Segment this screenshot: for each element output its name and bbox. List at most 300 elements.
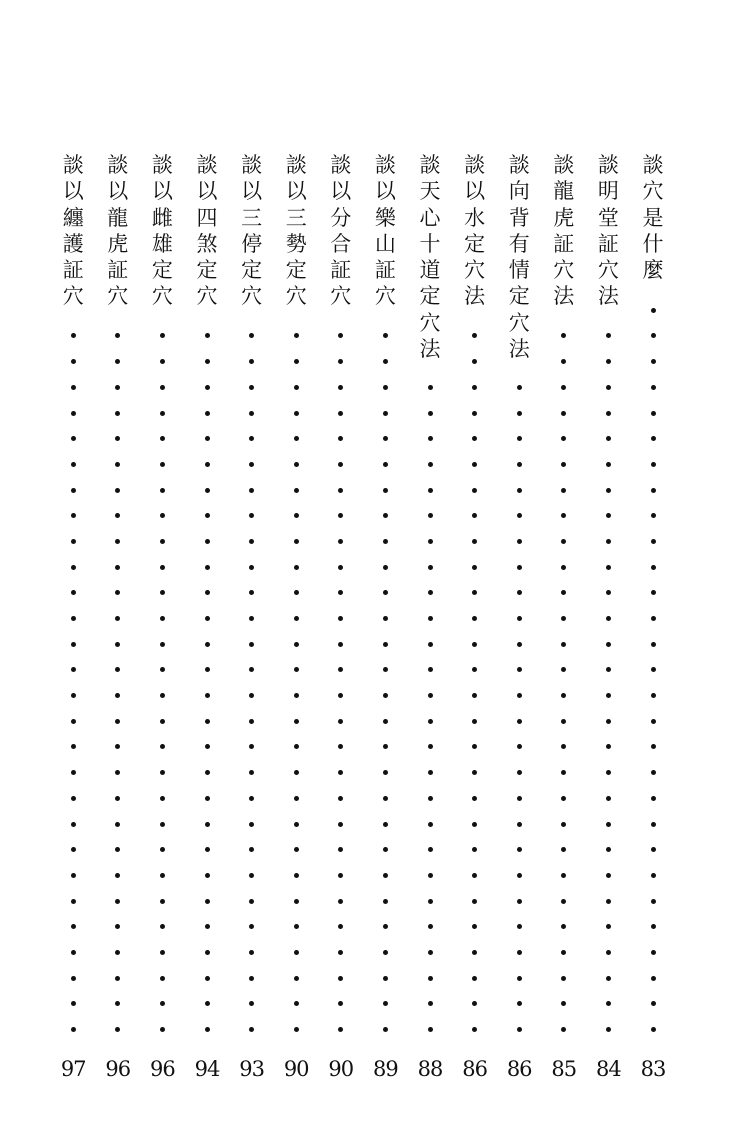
leader-dot [383, 667, 388, 672]
leader-dot [71, 385, 76, 390]
leader-dot [517, 462, 522, 467]
leader-dot [383, 513, 388, 518]
leader-dot [472, 899, 477, 904]
leader-dot [606, 462, 611, 467]
leader-dot [517, 411, 522, 416]
title-glyph: 法 [597, 284, 619, 309]
leader-dot [517, 513, 522, 518]
leader-dot [205, 539, 210, 544]
leader-dot [294, 411, 299, 416]
dot-leader [365, 312, 405, 1032]
leader-dot [338, 667, 343, 672]
leader-dot [338, 333, 343, 338]
leader-dot [651, 1027, 656, 1032]
leader-dot [338, 924, 343, 929]
leader-dot [115, 873, 120, 878]
leader-dot [561, 436, 566, 441]
leader-dot [71, 770, 76, 775]
leader-dot [428, 770, 433, 775]
leader-dot [205, 1027, 210, 1032]
leader-dot [115, 513, 120, 518]
leader-dot [472, 488, 477, 493]
title-glyph: 穴 [62, 284, 84, 309]
leader-dot [249, 899, 254, 904]
leader-dot [606, 719, 611, 724]
leader-dot [651, 359, 656, 364]
leader-dot [338, 616, 343, 621]
leader-dot [651, 462, 656, 467]
leader-dot [472, 333, 477, 338]
leader-dot [205, 873, 210, 878]
leader-dot [294, 1001, 299, 1006]
leader-dot [383, 488, 388, 493]
title-glyph: 証 [374, 258, 396, 283]
toc-entry[interactable] [232, 152, 272, 1082]
title-glyph: 雄 [151, 231, 173, 256]
leader-dot [517, 667, 522, 672]
title-glyph: 定 [151, 258, 173, 283]
leader-dot [338, 1027, 343, 1032]
leader-dot [383, 642, 388, 647]
leader-dot [249, 847, 254, 852]
leader-dot [160, 873, 165, 878]
leader-dot [428, 385, 433, 390]
leader-dot [383, 565, 388, 570]
title-glyph: 雌 [151, 205, 173, 230]
leader-dot [383, 1027, 388, 1032]
leader-dot [606, 770, 611, 775]
title-glyph: 以 [285, 179, 307, 204]
leader-dot [294, 513, 299, 518]
leader-dot [115, 976, 120, 981]
leader-dot [115, 667, 120, 672]
leader-dot [160, 590, 165, 595]
toc-entry[interactable] [187, 152, 227, 1082]
title-glyph: 穴 [196, 284, 218, 309]
leader-dot [338, 719, 343, 724]
leader-dot [160, 616, 165, 621]
leader-dot [249, 642, 254, 647]
leader-dot [338, 590, 343, 595]
leader-dot [294, 744, 299, 749]
leader-dot [249, 359, 254, 364]
leader-dot [160, 642, 165, 647]
leader-dot [294, 590, 299, 595]
leader-dot [205, 924, 210, 929]
leader-dot [383, 744, 388, 749]
leader-dot [651, 385, 656, 390]
title-glyph: 虎 [553, 205, 575, 230]
title-glyph: 法 [553, 284, 575, 309]
leader-dot [294, 847, 299, 852]
leader-dot [338, 565, 343, 570]
leader-dot [115, 590, 120, 595]
leader-dot [71, 924, 76, 929]
leader-dot [71, 642, 76, 647]
leader-dot [472, 513, 477, 518]
title-glyph: 道 [419, 258, 441, 283]
leader-dot [205, 385, 210, 390]
leader-dot [71, 488, 76, 493]
leader-dot [606, 796, 611, 801]
title-glyph: 定 [508, 284, 530, 309]
leader-dot [606, 744, 611, 749]
title-glyph: 談 [642, 153, 664, 177]
leader-dot [115, 822, 120, 827]
leader-dot [338, 847, 343, 852]
leader-dot [294, 616, 299, 621]
leader-dot [606, 950, 611, 955]
leader-dot [606, 873, 611, 878]
title-glyph: 談 [196, 153, 218, 177]
title-glyph: 穴 [241, 284, 263, 309]
leader-dot [428, 822, 433, 827]
leader-dot [428, 1027, 433, 1032]
leader-dot [205, 667, 210, 672]
toc-entry[interactable] [455, 152, 495, 1082]
leader-dot [428, 667, 433, 672]
leader-dot [383, 359, 388, 364]
leader-dot [428, 976, 433, 981]
title-glyph: 法 [419, 337, 441, 362]
leader-dot [472, 411, 477, 416]
leader-dot [651, 976, 656, 981]
title-glyph: 定 [285, 258, 307, 283]
leader-dot [561, 924, 566, 929]
leader-dot [561, 333, 566, 338]
title-glyph: 是 [642, 205, 664, 230]
dot-leader [321, 312, 361, 1032]
leader-dot [428, 436, 433, 441]
leader-dot [71, 899, 76, 904]
leader-dot [428, 899, 433, 904]
leader-dot [606, 539, 611, 544]
leader-dot [115, 693, 120, 698]
title-glyph: 穴 [642, 179, 664, 204]
leader-dot [651, 719, 656, 724]
title-glyph: 護 [62, 231, 84, 256]
toc-entry-title [499, 152, 539, 362]
toc-entry[interactable] [365, 152, 405, 1082]
title-glyph: 穴 [597, 258, 619, 283]
leader-dot [517, 642, 522, 647]
leader-dot [294, 796, 299, 801]
leader-dot [472, 770, 477, 775]
leader-dot [472, 436, 477, 441]
title-glyph: 談 [553, 153, 575, 177]
leader-dot [606, 847, 611, 852]
leader-dot [205, 359, 210, 364]
toc-entry[interactable] [276, 152, 316, 1082]
leader-dot [561, 411, 566, 416]
leader-dot [472, 1001, 477, 1006]
leader-dot [383, 462, 388, 467]
title-glyph: 談 [508, 153, 530, 177]
toc-entry-page-number: 88 [417, 1057, 443, 1081]
leader-dot [606, 693, 611, 698]
leader-dot [517, 847, 522, 852]
leader-dot [383, 976, 388, 981]
leader-dot [294, 359, 299, 364]
toc-entry-title [321, 152, 361, 310]
leader-dot [160, 822, 165, 827]
title-glyph: 談 [107, 153, 129, 177]
toc-entry-title [98, 152, 138, 310]
toc-entry[interactable] [499, 152, 539, 1082]
leader-dot [160, 333, 165, 338]
title-glyph: 煞 [196, 231, 218, 256]
leader-dot [249, 333, 254, 338]
title-glyph: 証 [553, 231, 575, 256]
dot-leader [544, 312, 584, 1032]
leader-dot [71, 744, 76, 749]
leader-dot [115, 796, 120, 801]
leader-dot [517, 976, 522, 981]
leader-dot [606, 642, 611, 647]
leader-dot [294, 693, 299, 698]
leader-dot [294, 1027, 299, 1032]
title-glyph: 勢 [285, 231, 307, 256]
leader-dot [205, 462, 210, 467]
title-glyph: 穴 [464, 258, 486, 283]
leader-dot [428, 462, 433, 467]
leader-dot [561, 616, 566, 621]
leader-dot [472, 565, 477, 570]
title-glyph: 三 [241, 205, 263, 230]
title-glyph: 法 [508, 337, 530, 362]
leader-dot [294, 462, 299, 467]
leader-dot [383, 385, 388, 390]
leader-dot [249, 667, 254, 672]
leader-dot [472, 693, 477, 698]
title-glyph: 情 [508, 258, 530, 283]
leader-dot [383, 719, 388, 724]
leader-dot [517, 873, 522, 878]
leader-dot [71, 616, 76, 621]
toc-entry-title [142, 152, 182, 310]
leader-dot [517, 950, 522, 955]
leader-dot [651, 642, 656, 647]
leader-dot [428, 693, 433, 698]
leader-dot [294, 565, 299, 570]
leader-dot [294, 976, 299, 981]
title-glyph: 定 [241, 258, 263, 283]
title-glyph: 談 [374, 153, 396, 177]
leader-dot [338, 693, 343, 698]
title-glyph: 以 [107, 179, 129, 204]
leader-dot [561, 488, 566, 493]
leader-dot [338, 822, 343, 827]
leader-dot [249, 744, 254, 749]
leader-dot [160, 411, 165, 416]
leader-dot [651, 847, 656, 852]
leader-dot [205, 822, 210, 827]
title-glyph: 以 [62, 179, 84, 204]
title-glyph: 穴 [374, 284, 396, 309]
leader-dot [115, 385, 120, 390]
leader-dot [428, 719, 433, 724]
title-glyph: 停 [241, 231, 263, 256]
title-glyph: 証 [107, 258, 129, 283]
toc-entry-page-number: 90 [283, 1057, 309, 1081]
leader-dot [517, 539, 522, 544]
leader-dot [472, 359, 477, 364]
leader-dot [294, 719, 299, 724]
leader-dot [205, 899, 210, 904]
title-glyph: 什 [642, 231, 664, 256]
leader-dot [517, 1027, 522, 1032]
title-glyph: 穴 [330, 284, 352, 309]
title-glyph: 定 [464, 231, 486, 256]
title-glyph: 以 [151, 179, 173, 204]
leader-dot [338, 642, 343, 647]
leader-dot [651, 308, 656, 313]
leader-dot [205, 719, 210, 724]
leader-dot [249, 436, 254, 441]
title-glyph: 証 [62, 258, 84, 283]
leader-dot [338, 744, 343, 749]
title-glyph: 談 [419, 153, 441, 177]
leader-dot [205, 744, 210, 749]
leader-dot [160, 1001, 165, 1006]
leader-dot [428, 539, 433, 544]
leader-dot [205, 796, 210, 801]
toc-entry[interactable] [321, 152, 361, 1082]
leader-dot [561, 513, 566, 518]
toc-entry-page-number: 96 [105, 1057, 131, 1081]
leader-dot [472, 616, 477, 621]
leader-dot [249, 590, 254, 595]
title-glyph: 談 [62, 153, 84, 177]
leader-dot [383, 924, 388, 929]
leader-dot [115, 539, 120, 544]
leader-dot [249, 488, 254, 493]
title-glyph: 以 [464, 179, 486, 204]
leader-dot [160, 924, 165, 929]
leader-dot [160, 488, 165, 493]
toc-entry-page-number: 84 [596, 1057, 621, 1081]
title-glyph: 樂 [374, 205, 396, 230]
leader-dot [606, 411, 611, 416]
toc-entry[interactable] [588, 152, 628, 1082]
toc-entry[interactable] [633, 152, 673, 1082]
leader-dot [651, 667, 656, 672]
leader-dot [249, 462, 254, 467]
leader-dot [606, 822, 611, 827]
leader-dot [383, 616, 388, 621]
leader-dot [71, 333, 76, 338]
leader-dot [249, 796, 254, 801]
leader-dot [115, 462, 120, 467]
leader-dot [472, 796, 477, 801]
title-glyph: 明 [597, 179, 619, 204]
leader-dot [606, 616, 611, 621]
leader-dot [651, 744, 656, 749]
title-glyph: 穴 [107, 284, 129, 309]
toc-entry[interactable] [410, 152, 450, 1082]
leader-dot [472, 873, 477, 878]
toc-entry[interactable] [142, 152, 182, 1082]
leader-dot [472, 822, 477, 827]
leader-dot [561, 667, 566, 672]
leader-dot [606, 590, 611, 595]
leader-dot [71, 950, 76, 955]
toc-entry[interactable] [544, 152, 584, 1082]
leader-dot [338, 950, 343, 955]
leader-dot [71, 796, 76, 801]
leader-dot [428, 411, 433, 416]
leader-dot [294, 642, 299, 647]
leader-dot [606, 513, 611, 518]
title-glyph: 穴 [553, 258, 575, 283]
leader-dot [383, 950, 388, 955]
toc-entry-title [232, 152, 272, 310]
leader-dot [294, 333, 299, 338]
dot-leader [232, 312, 272, 1032]
toc-entry-title [276, 152, 316, 310]
title-glyph: 有 [508, 231, 530, 256]
leader-dot [205, 513, 210, 518]
leader-dot [71, 667, 76, 672]
leader-dot [115, 847, 120, 852]
leader-dot [115, 950, 120, 955]
leader-dot [561, 565, 566, 570]
toc-entry[interactable] [53, 152, 93, 1082]
toc-entry[interactable] [98, 152, 138, 1082]
title-glyph: 穴 [151, 284, 173, 309]
leader-dot [294, 822, 299, 827]
title-glyph: 山 [374, 231, 396, 256]
leader-dot [160, 462, 165, 467]
dot-leader [187, 312, 227, 1032]
leader-dot [115, 1027, 120, 1032]
leader-dot [428, 590, 433, 595]
leader-dot [428, 744, 433, 749]
title-glyph: 虎 [107, 231, 129, 256]
leader-dot [651, 411, 656, 416]
leader-dot [205, 565, 210, 570]
leader-dot [115, 744, 120, 749]
leader-dot [606, 924, 611, 929]
leader-dot [472, 642, 477, 647]
leader-dot [383, 693, 388, 698]
toc-entry-title [455, 152, 495, 310]
leader-dot [472, 1027, 477, 1032]
leader-dot [651, 770, 656, 775]
leader-dot [115, 411, 120, 416]
leader-dot [71, 513, 76, 518]
toc-entry-page-number: 90 [328, 1057, 354, 1081]
dot-leader [53, 312, 93, 1032]
leader-dot [517, 590, 522, 595]
leader-dot [383, 796, 388, 801]
title-glyph: 談 [151, 153, 173, 177]
leader-dot [472, 462, 477, 467]
title-glyph: 龍 [107, 205, 129, 230]
title-glyph: 向 [508, 179, 530, 204]
leader-dot [160, 719, 165, 724]
leader-dot [561, 1027, 566, 1032]
leader-dot [249, 770, 254, 775]
leader-dot [428, 513, 433, 518]
leader-dot [71, 590, 76, 595]
leader-dot [428, 642, 433, 647]
title-glyph: 堂 [597, 205, 619, 230]
leader-dot [517, 924, 522, 929]
title-glyph: 天 [419, 179, 441, 204]
leader-dot [383, 770, 388, 775]
leader-dot [249, 719, 254, 724]
